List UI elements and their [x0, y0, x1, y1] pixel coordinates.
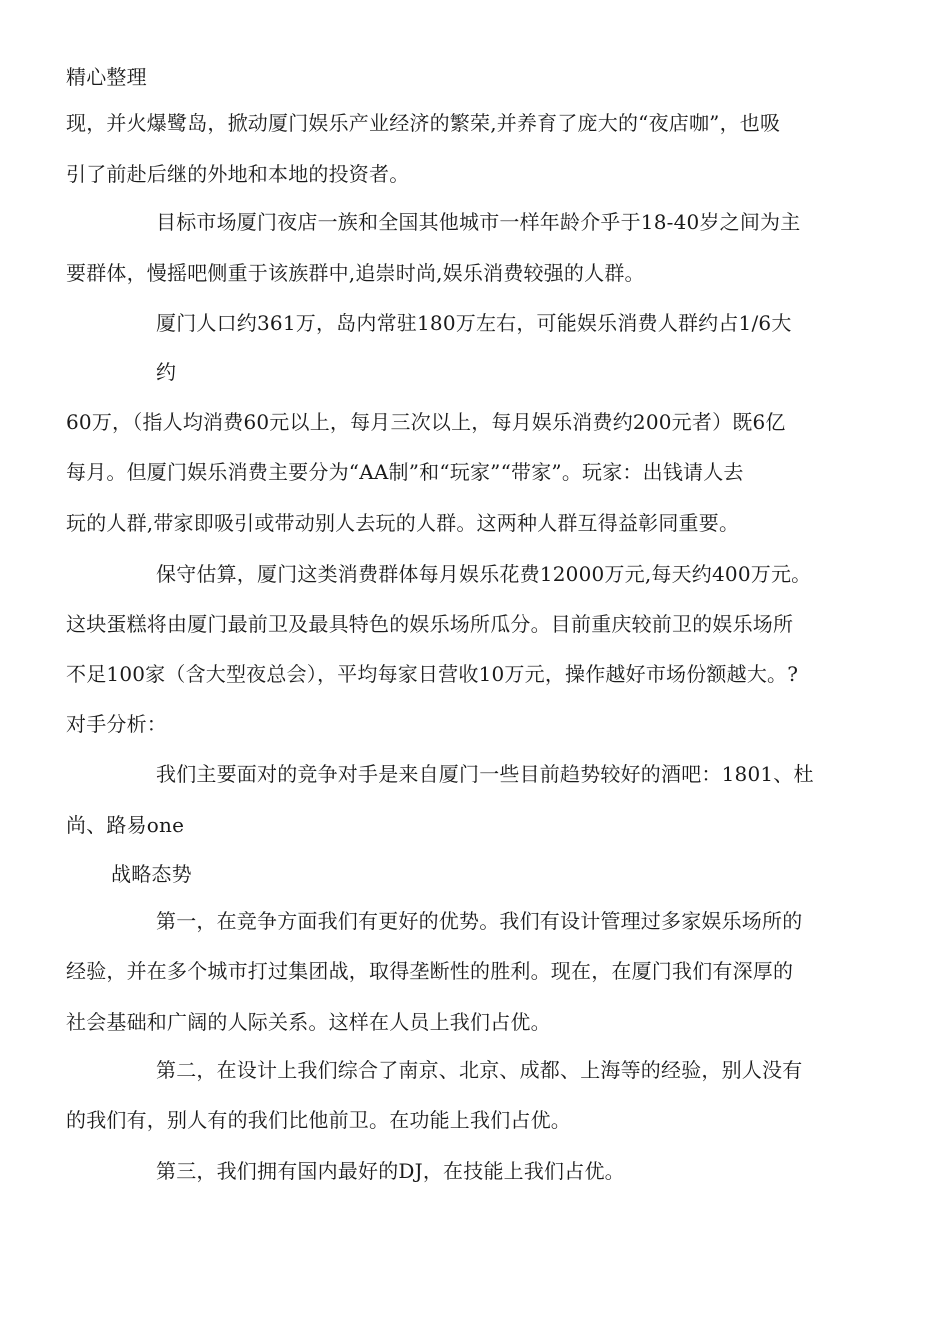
text-line: 的我们有，别人有的我们比他前卫。在功能上我们占优。: [66, 1108, 571, 1132]
text-line: 厦门人口约361万，岛内常驻180万左右，可能娱乐消费人群约占1/6大: [156, 311, 792, 335]
text-line: 这块蛋糕将由厦门最前卫及最具特色的娱乐场所瓜分。目前重庆较前卫的娱乐场所: [66, 612, 794, 636]
text-line: 保守估算，厦门这类消费群体每月娱乐花费12000万元,每天约400万元。: [156, 562, 812, 586]
text-line: 我们主要面对的竞争对手是来自厦门一些目前趋势较好的酒吧：1801、杜: [156, 762, 814, 786]
text-line: 每月。但厦门娱乐消费主要分为“AA制”和“玩家”“带家”。玩家：出钱请人去: [66, 460, 744, 484]
text-line: 现，并火爆鹭岛，掀动厦门娱乐产业经济的繁荣,并养育了庞大的“夜店咖”，也吸: [66, 111, 781, 135]
text-line: 第三，我们拥有国内最好的DJ，在技能上我们占优。: [156, 1159, 625, 1183]
text-line: 约: [156, 360, 177, 384]
text-line: 社会基础和广阔的人际关系。这样在人员上我们占优。: [66, 1010, 551, 1034]
text-line: 尚、路易one: [66, 813, 185, 837]
text-line: 不足100家（含大型夜总会），平均每家日营收10万元，操作越好市场份额越大。?: [66, 662, 799, 686]
section-heading: 对手分析：: [66, 712, 167, 736]
text-line: 玩的人群,带家即吸引或带动别人去玩的人群。这两种人群互得益彰同重要。: [66, 511, 740, 535]
header-title: 精心整理: [66, 65, 147, 89]
text-line: 目标市场厦门夜店一族和全国其他城市一样年龄介乎于18-40岁之间为主: [156, 210, 801, 234]
section-heading: 战略态势: [111, 862, 192, 886]
text-line: 要群体，慢摇吧侧重于该族群中,追崇时尚,娱乐消费较强的人群。: [66, 261, 645, 285]
text-line: 引了前赴后继的外地和本地的投资者。: [66, 162, 410, 186]
text-line: 第一，在竞争方面我们有更好的优势。我们有设计管理过多家娱乐场所的: [156, 909, 803, 933]
text-line: 第二，在设计上我们综合了南京、北京、成都、上海等的经验，别人没有: [156, 1058, 803, 1082]
text-line: 经验，并在多个城市打过集团战，取得垄断性的胜利。现在，在厦门我们有深厚的: [66, 959, 794, 983]
text-line: 60万，（指人均消费60元以上，每月三次以上，每月娱乐消费约200元者）既6亿: [66, 410, 786, 434]
